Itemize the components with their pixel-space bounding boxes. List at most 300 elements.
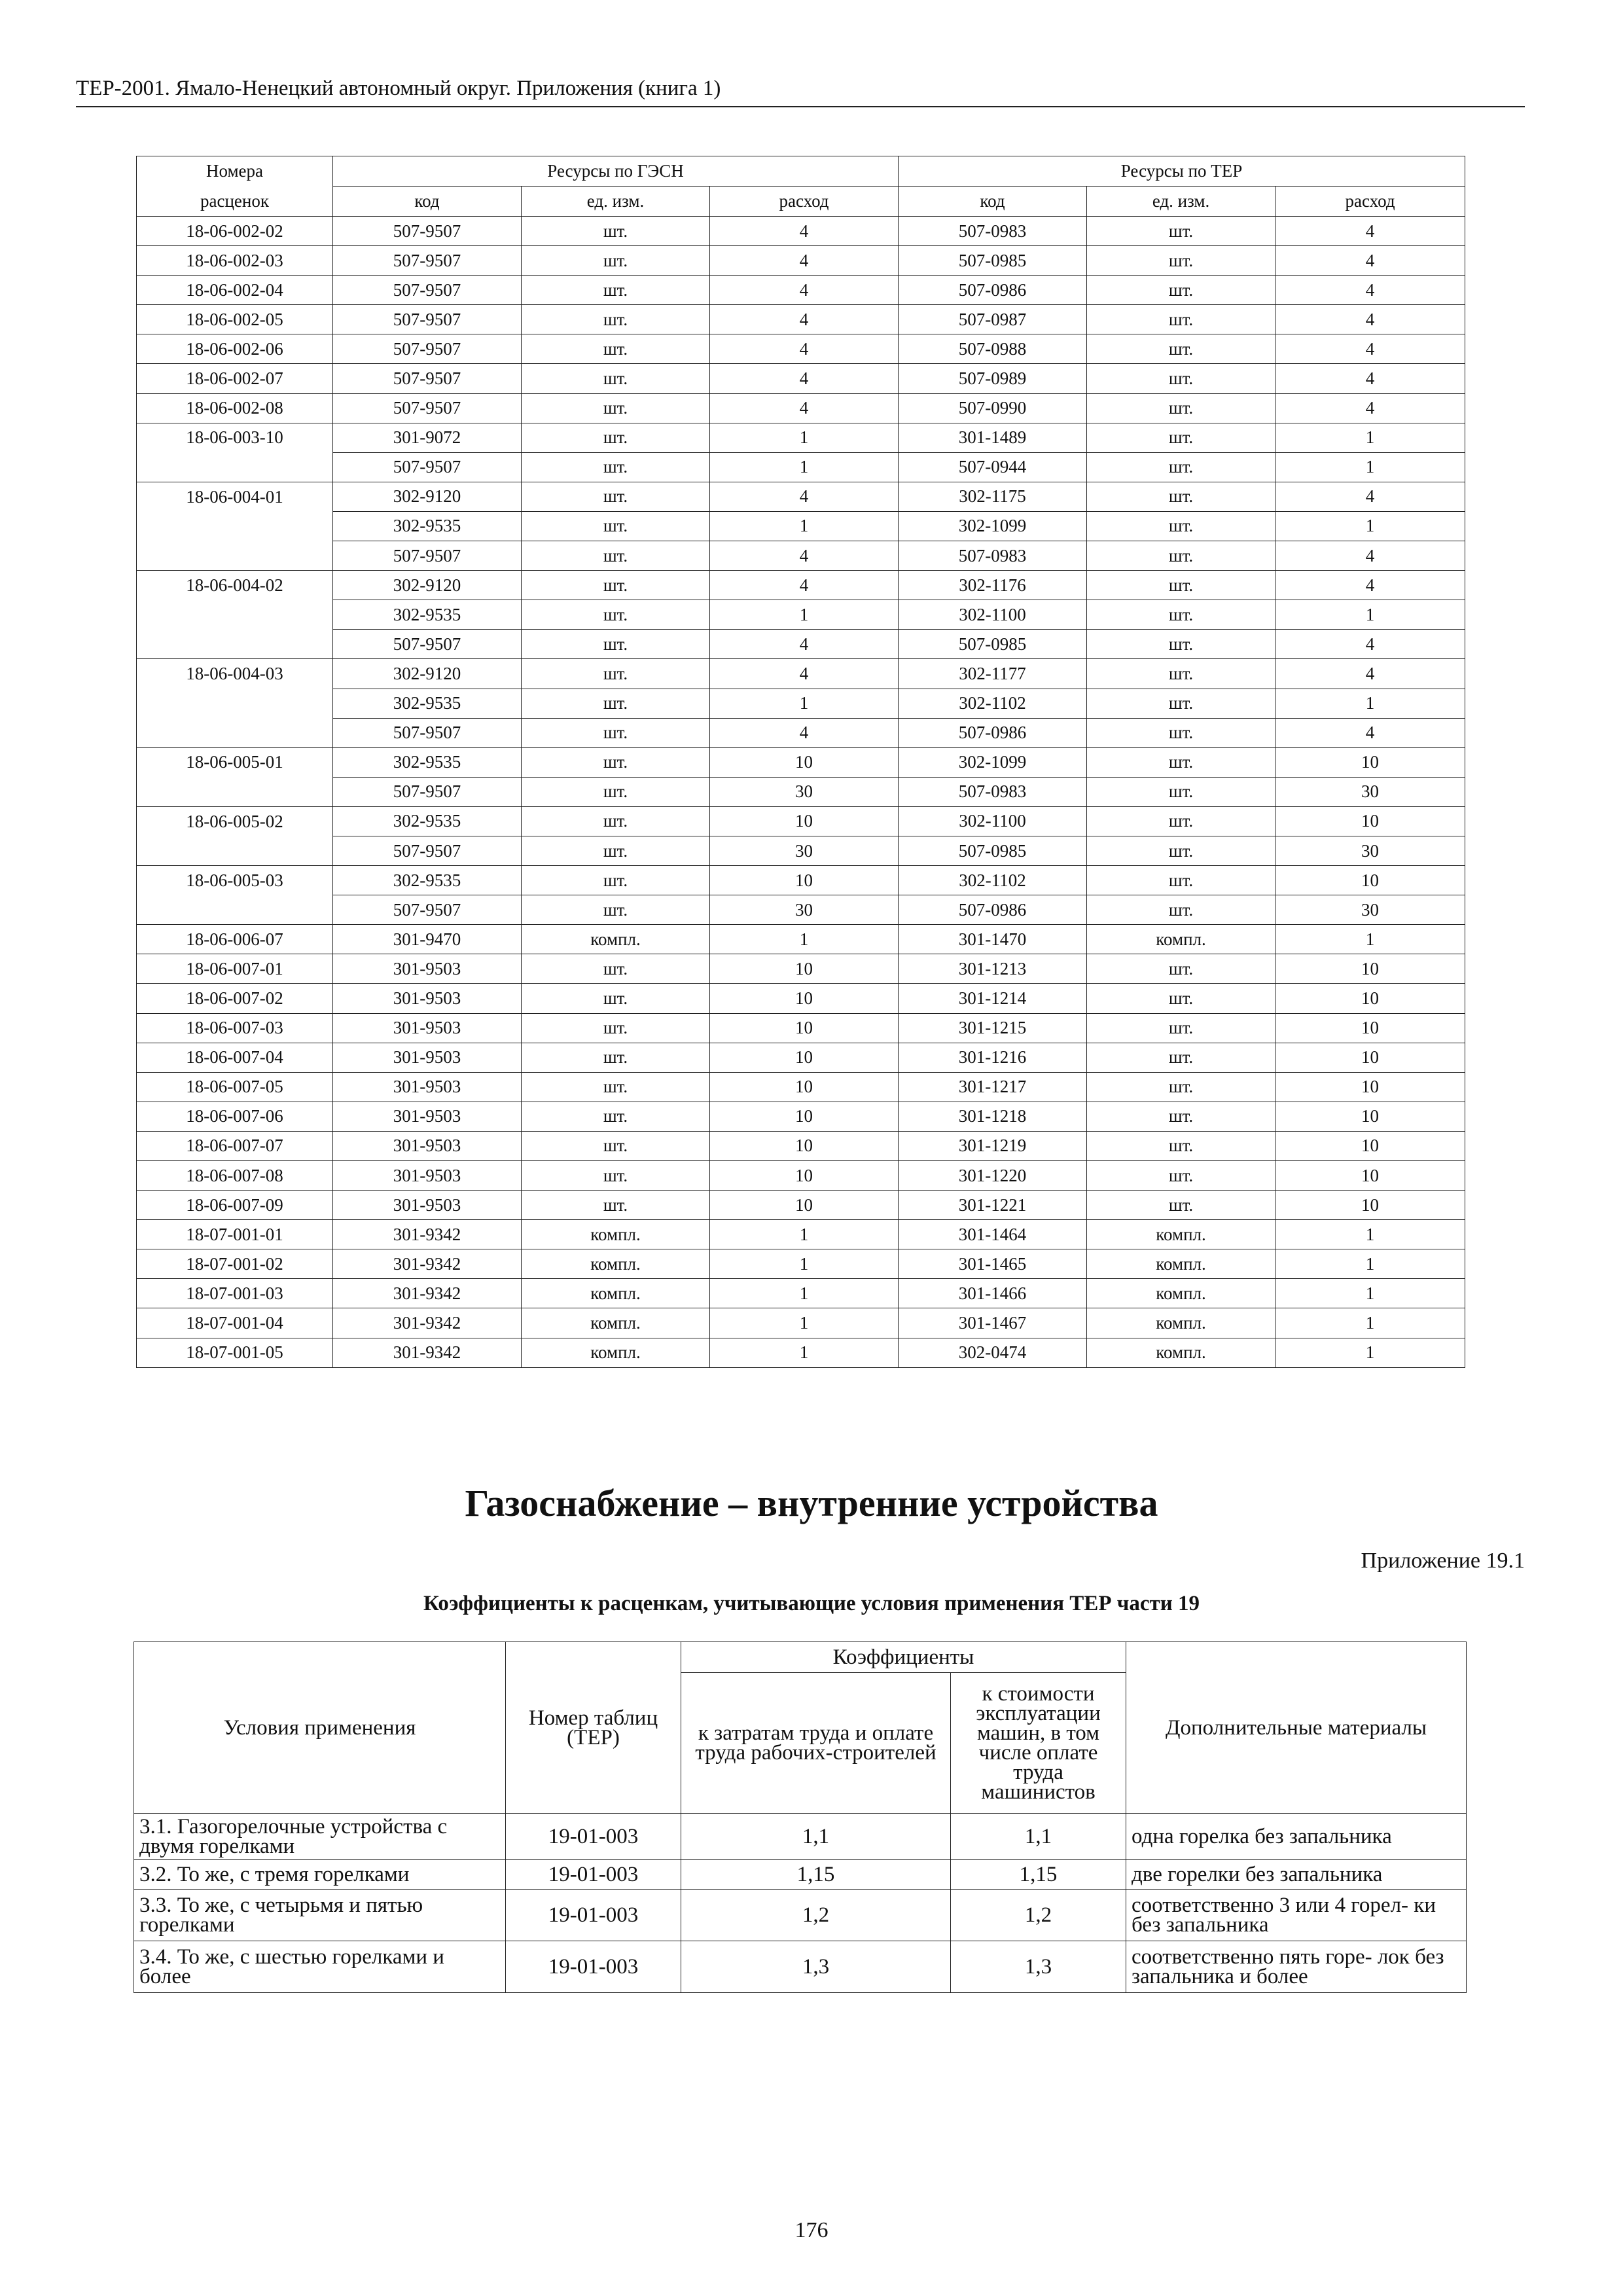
cell-ter-unit: шт. — [1087, 1013, 1275, 1043]
table-row — [137, 511, 1465, 541]
cell-rate: 18-07-001-05 — [137, 1338, 333, 1367]
cell-ter-unit: шт. — [1087, 1072, 1275, 1102]
table-row — [137, 482, 1465, 511]
cell-ter-code: 302-1102 — [899, 689, 1087, 718]
cell-gesn-unit: шт. — [522, 1131, 710, 1160]
cell-ter-qty: 4 — [1275, 364, 1465, 393]
cell-gesn-code: 507-9507 — [333, 836, 522, 865]
resource-table-body — [137, 217, 1465, 1368]
section-title: Газоснабжение – внутренние устройства — [465, 1482, 1158, 1524]
cell-ter-code: 507-0986 — [899, 276, 1087, 305]
cell-rate: 18-06-007-03 — [137, 1013, 333, 1043]
cell-gesn-qty: 1 — [710, 511, 899, 541]
table-row — [137, 305, 1465, 334]
cell-gesn-code: 301-9342 — [333, 1220, 522, 1249]
cell-gesn-qty: 10 — [710, 1013, 899, 1043]
cell-gesn-qty: 10 — [710, 1102, 899, 1131]
cell-gesn-code: 302-9120 — [333, 659, 522, 689]
cell-ter-qty: 10 — [1275, 1161, 1465, 1191]
table-row — [137, 334, 1465, 364]
cell-ter-qty: 10 — [1275, 806, 1465, 836]
cell-rate — [137, 541, 333, 571]
cell-ter-code: 301-1466 — [899, 1279, 1087, 1308]
table-row — [137, 364, 1465, 393]
cell-ter-code: 302-1175 — [899, 482, 1087, 511]
cell-ter-qty: 10 — [1275, 1072, 1465, 1102]
cell-ter-qty: 30 — [1275, 777, 1465, 806]
cell-ter-unit: шт. — [1087, 806, 1275, 836]
cell-ter-qty: 1 — [1275, 1279, 1465, 1308]
cell-rate: 18-06-002-02 — [137, 217, 333, 246]
table-row — [137, 954, 1465, 984]
cell-gesn-qty: 10 — [710, 1191, 899, 1220]
cell-ter-qty: 1 — [1275, 925, 1465, 954]
cell-labor-coefficient: 1,15 — [681, 1860, 951, 1890]
cell-ter-unit: шт. — [1087, 747, 1275, 777]
cell-gesn-code: 302-9535 — [333, 511, 522, 541]
cell-gesn-code: 301-9072 — [333, 423, 522, 452]
cell-gesn-unit: шт. — [522, 364, 710, 393]
cell-gesn-unit: шт. — [522, 1161, 710, 1191]
cell-gesn-unit: шт. — [522, 393, 710, 423]
cell-ter-unit: шт. — [1087, 276, 1275, 305]
cell-gesn-code: 302-9535 — [333, 866, 522, 895]
cell-ter-qty: 4 — [1275, 305, 1465, 334]
cell-gesn-code: 507-9507 — [333, 541, 522, 571]
cell-gesn-code: 507-9507 — [333, 276, 522, 305]
table-row — [137, 984, 1465, 1013]
cell-ter-qty: 10 — [1275, 866, 1465, 895]
cell-condition: 3.2. То же, с тремя горелками — [134, 1860, 506, 1890]
cell-ter-unit: шт. — [1087, 1102, 1275, 1131]
cell-ter-code: 301-1470 — [899, 925, 1087, 954]
header-table-number: Номер таблиц (ТЕР) — [506, 1642, 681, 1814]
header-conditions: Условия применения — [134, 1642, 506, 1814]
cell-gesn-code: 301-9503 — [333, 954, 522, 984]
cell-gesn-qty: 4 — [710, 305, 899, 334]
cell-additional-materials: соответственно 3 или 4 горел- ки без запальника — [1126, 1890, 1467, 1941]
cell-gesn-qty: 10 — [710, 954, 899, 984]
cell-gesn-qty: 4 — [710, 571, 899, 600]
cell-ter-qty: 10 — [1275, 954, 1465, 984]
cell-ter-code: 507-0990 — [899, 393, 1087, 423]
cell-gesn-qty: 4 — [710, 541, 899, 571]
cell-gesn-code: 301-9470 — [333, 925, 522, 954]
cell-ter-code: 301-1215 — [899, 1013, 1087, 1043]
cell-ter-code: 301-1465 — [899, 1249, 1087, 1279]
cell-ter-code: 302-1177 — [899, 659, 1087, 689]
cell-ter-code: 507-0987 — [899, 305, 1087, 334]
table-row — [137, 630, 1465, 659]
cell-gesn-qty: 1 — [710, 1338, 899, 1367]
header-rate-numbers: Номера — [137, 156, 333, 187]
cell-gesn-code: 301-9503 — [333, 1102, 522, 1131]
cell-gesn-unit: компл. — [522, 1249, 710, 1279]
cell-ter-qty: 1 — [1275, 423, 1465, 452]
cell-ter-qty: 10 — [1275, 1043, 1465, 1072]
header-ter-qty: расход — [1275, 187, 1465, 217]
cell-rate — [137, 689, 333, 718]
cell-additional-materials: одна горелка без запальника — [1126, 1814, 1467, 1860]
cell-gesn-unit: шт. — [522, 482, 710, 511]
cell-machines-coefficient: 1,3 — [951, 1941, 1126, 1993]
cell-ter-unit: шт. — [1087, 246, 1275, 276]
table-row — [137, 246, 1465, 276]
coefficients-title: Коэффициенты к расценкам, учитывающие условия применения ТЕР части 19 — [423, 1592, 1200, 1615]
cell-gesn-unit: компл. — [522, 1338, 710, 1367]
cell-ter-unit: шт. — [1087, 630, 1275, 659]
cell-ter-unit: шт. — [1087, 334, 1275, 364]
cell-ter-unit: шт. — [1087, 836, 1275, 865]
cell-rate: 18-07-001-02 — [137, 1249, 333, 1279]
cell-rate — [137, 836, 333, 865]
cell-rate: 18-06-004-02 — [137, 571, 333, 600]
cell-gesn-unit: шт. — [522, 246, 710, 276]
cell-ter-qty: 4 — [1275, 571, 1465, 600]
coef-header-row-1 — [134, 1642, 1467, 1673]
cell-ter-code: 301-1467 — [899, 1308, 1087, 1338]
cell-gesn-qty: 1 — [710, 689, 899, 718]
cell-ter-unit: шт. — [1087, 954, 1275, 984]
table-row — [137, 423, 1465, 452]
cell-gesn-code: 301-9503 — [333, 1043, 522, 1072]
cell-gesn-unit: шт. — [522, 866, 710, 895]
table-row — [137, 1338, 1465, 1367]
coefficients-table-body — [134, 1814, 1467, 1993]
cell-gesn-unit: шт. — [522, 984, 710, 1013]
cell-gesn-qty: 10 — [710, 806, 899, 836]
table-row — [137, 1161, 1465, 1191]
cell-ter-unit: шт. — [1087, 1191, 1275, 1220]
header-ter-code: код — [899, 187, 1087, 217]
cell-table-number: 19-01-003 — [506, 1814, 681, 1860]
header-rates: расценок — [137, 187, 333, 217]
cell-ter-code: 507-0985 — [899, 246, 1087, 276]
table-row — [137, 276, 1465, 305]
cell-gesn-unit: шт. — [522, 1191, 710, 1220]
cell-ter-unit: компл. — [1087, 925, 1275, 954]
header-gesn-unit: ед. изм. — [522, 187, 710, 217]
table-row — [137, 866, 1465, 895]
header-gesn-code: код — [333, 187, 522, 217]
cell-ter-qty: 1 — [1275, 511, 1465, 541]
cell-gesn-code: 507-9507 — [333, 630, 522, 659]
cell-condition: 3.3. То же, с четырьмя и пятью горелками — [134, 1890, 506, 1941]
appendix-label: Приложение 19.1 — [1361, 1549, 1525, 1573]
cell-labor-coefficient: 1,3 — [681, 1941, 951, 1993]
cell-rate — [137, 630, 333, 659]
cell-ter-qty: 4 — [1275, 541, 1465, 571]
cell-rate: 18-06-005-03 — [137, 866, 333, 895]
cell-gesn-qty: 30 — [710, 895, 899, 925]
resource-table-header-row-1 — [137, 156, 1465, 187]
cell-rate — [137, 600, 333, 630]
cell-ter-unit: шт. — [1087, 659, 1275, 689]
table-row — [137, 659, 1465, 689]
cell-rate: 18-06-002-03 — [137, 246, 333, 276]
cell-gesn-code: 507-9507 — [333, 718, 522, 747]
cell-gesn-unit: компл. — [522, 1279, 710, 1308]
header-gesn-resources: Ресурсы по ГЭСН — [333, 156, 899, 187]
cell-gesn-code: 302-9535 — [333, 689, 522, 718]
cell-ter-unit: шт. — [1087, 718, 1275, 747]
table-row — [134, 1860, 1467, 1890]
cell-ter-code: 302-1176 — [899, 571, 1087, 600]
cell-gesn-qty: 4 — [710, 393, 899, 423]
cell-ter-code: 507-0986 — [899, 718, 1087, 747]
resource-table — [136, 156, 1465, 1368]
cell-ter-code: 301-1219 — [899, 1131, 1087, 1160]
cell-ter-qty: 1 — [1275, 1308, 1465, 1338]
cell-gesn-qty: 1 — [710, 1249, 899, 1279]
cell-gesn-qty: 4 — [710, 246, 899, 276]
table-row — [134, 1814, 1467, 1860]
cell-gesn-qty: 4 — [710, 659, 899, 689]
cell-ter-unit: шт. — [1087, 423, 1275, 452]
cell-rate: 18-06-007-02 — [137, 984, 333, 1013]
cell-gesn-unit: компл. — [522, 1220, 710, 1249]
cell-ter-unit: шт. — [1087, 482, 1275, 511]
cell-gesn-code: 301-9503 — [333, 984, 522, 1013]
cell-gesn-unit: шт. — [522, 747, 710, 777]
cell-table-number: 19-01-003 — [506, 1941, 681, 1993]
cell-ter-unit: шт. — [1087, 600, 1275, 630]
table-row — [137, 895, 1465, 925]
cell-ter-unit: шт. — [1087, 511, 1275, 541]
header-gesn-qty: расход — [710, 187, 899, 217]
cell-rate — [137, 718, 333, 747]
cell-gesn-code: 507-9507 — [333, 364, 522, 393]
cell-gesn-code: 301-9342 — [333, 1249, 522, 1279]
cell-ter-qty: 4 — [1275, 246, 1465, 276]
header-coefficients: Коэффициенты — [681, 1642, 1126, 1673]
cell-gesn-qty: 1 — [710, 925, 899, 954]
cell-rate: 18-06-002-06 — [137, 334, 333, 364]
cell-gesn-unit: шт. — [522, 1102, 710, 1131]
cell-gesn-unit: шт. — [522, 1043, 710, 1072]
cell-gesn-unit: шт. — [522, 452, 710, 482]
cell-ter-code: 301-1464 — [899, 1220, 1087, 1249]
cell-ter-code: 507-0989 — [899, 364, 1087, 393]
cell-condition: 3.4. То же, с шестью горелками и более — [134, 1941, 506, 1993]
cell-gesn-qty: 10 — [710, 1161, 899, 1191]
cell-gesn-code: 507-9507 — [333, 217, 522, 246]
table-row — [137, 1131, 1465, 1160]
cell-rate: 18-06-002-08 — [137, 393, 333, 423]
cell-gesn-qty: 1 — [710, 1308, 899, 1338]
cell-gesn-qty: 1 — [710, 1220, 899, 1249]
cell-ter-code: 507-0983 — [899, 217, 1087, 246]
cell-ter-qty: 10 — [1275, 1131, 1465, 1160]
cell-gesn-unit: шт. — [522, 630, 710, 659]
cell-gesn-code: 302-9535 — [333, 600, 522, 630]
cell-gesn-qty: 4 — [710, 364, 899, 393]
table-row — [137, 925, 1465, 954]
header-ter-unit: ед. изм. — [1087, 187, 1275, 217]
cell-ter-code: 301-1213 — [899, 954, 1087, 984]
cell-ter-unit: компл. — [1087, 1220, 1275, 1249]
cell-ter-qty: 4 — [1275, 334, 1465, 364]
table-row — [137, 1249, 1465, 1279]
table-row — [134, 1941, 1467, 1993]
cell-gesn-code: 507-9507 — [333, 393, 522, 423]
table-row — [137, 806, 1465, 836]
cell-table-number: 19-01-003 — [506, 1860, 681, 1890]
cell-rate — [137, 452, 333, 482]
cell-gesn-qty: 1 — [710, 1279, 899, 1308]
header-additional-materials: Дополнительные материалы — [1126, 1642, 1467, 1814]
table-row — [137, 393, 1465, 423]
table-row — [137, 571, 1465, 600]
cell-gesn-qty: 4 — [710, 482, 899, 511]
cell-rate: 18-06-007-01 — [137, 954, 333, 984]
cell-ter-unit: шт. — [1087, 217, 1275, 246]
cell-gesn-unit: шт. — [522, 718, 710, 747]
cell-gesn-unit: шт. — [522, 571, 710, 600]
cell-additional-materials: соответственно пять горе- лок без запальника и более — [1126, 1941, 1467, 1993]
cell-gesn-qty: 10 — [710, 984, 899, 1013]
resource-table-header-row-2 — [137, 187, 1465, 217]
cell-rate: 18-06-005-01 — [137, 747, 333, 777]
cell-ter-unit: шт. — [1087, 689, 1275, 718]
cell-gesn-code: 301-9503 — [333, 1072, 522, 1102]
cell-gesn-qty: 4 — [710, 276, 899, 305]
cell-machines-coefficient: 1,15 — [951, 1860, 1126, 1890]
cell-ter-unit: шт. — [1087, 364, 1275, 393]
cell-ter-code: 507-0985 — [899, 630, 1087, 659]
table-row — [137, 1279, 1465, 1308]
cell-gesn-unit: шт. — [522, 600, 710, 630]
cell-rate: 18-06-003-10 — [137, 423, 333, 452]
cell-gesn-unit: шт. — [522, 806, 710, 836]
table-row — [137, 777, 1465, 806]
cell-ter-code: 302-1099 — [899, 747, 1087, 777]
cell-ter-unit: шт. — [1087, 866, 1275, 895]
cell-rate: 18-07-001-04 — [137, 1308, 333, 1338]
cell-rate — [137, 895, 333, 925]
cell-ter-unit: компл. — [1087, 1249, 1275, 1279]
cell-ter-code: 507-0983 — [899, 777, 1087, 806]
header-title: ТЕР-2001. Ямало-Ненецкий автономный округ. Приложения (книга 1) — [76, 77, 721, 100]
cell-table-number: 19-01-003 — [506, 1890, 681, 1941]
table-row — [137, 1072, 1465, 1102]
table-row — [134, 1890, 1467, 1941]
cell-ter-qty: 1 — [1275, 1338, 1465, 1367]
cell-gesn-qty: 10 — [710, 1043, 899, 1072]
cell-rate: 18-07-001-03 — [137, 1279, 333, 1308]
cell-gesn-code: 507-9507 — [333, 452, 522, 482]
cell-rate: 18-06-007-08 — [137, 1161, 333, 1191]
cell-ter-code: 301-1216 — [899, 1043, 1087, 1072]
cell-rate: 18-06-004-03 — [137, 659, 333, 689]
cell-labor-coefficient: 1,2 — [681, 1890, 951, 1941]
cell-ter-unit: шт. — [1087, 1043, 1275, 1072]
cell-gesn-code: 507-9507 — [333, 246, 522, 276]
cell-ter-code: 507-0988 — [899, 334, 1087, 364]
cell-additional-materials: две горелки без запальника — [1126, 1860, 1467, 1890]
cell-rate: 18-06-007-04 — [137, 1043, 333, 1072]
cell-machines-coefficient: 1,2 — [951, 1890, 1126, 1941]
cell-ter-code: 302-0474 — [899, 1338, 1087, 1367]
cell-rate: 18-06-007-07 — [137, 1131, 333, 1160]
cell-ter-code: 301-1218 — [899, 1102, 1087, 1131]
cell-ter-code: 301-1214 — [899, 984, 1087, 1013]
table-row — [137, 1013, 1465, 1043]
cell-ter-code: 507-0985 — [899, 836, 1087, 865]
cell-gesn-unit: шт. — [522, 1072, 710, 1102]
cell-ter-qty: 1 — [1275, 689, 1465, 718]
table-row — [137, 1308, 1465, 1338]
table-row — [137, 1102, 1465, 1131]
cell-gesn-qty: 1 — [710, 452, 899, 482]
cell-gesn-qty: 4 — [710, 630, 899, 659]
cell-gesn-qty: 1 — [710, 600, 899, 630]
cell-gesn-code: 301-9503 — [333, 1191, 522, 1220]
cell-gesn-code: 302-9535 — [333, 747, 522, 777]
cell-ter-unit: шт. — [1087, 1161, 1275, 1191]
cell-ter-code: 507-0983 — [899, 541, 1087, 571]
cell-gesn-code: 507-9507 — [333, 777, 522, 806]
cell-rate: 18-06-002-07 — [137, 364, 333, 393]
cell-gesn-unit: шт. — [522, 217, 710, 246]
cell-gesn-unit: шт. — [522, 836, 710, 865]
cell-ter-qty: 4 — [1275, 393, 1465, 423]
cell-gesn-unit: шт. — [522, 334, 710, 364]
cell-gesn-qty: 10 — [710, 1131, 899, 1160]
cell-ter-qty: 10 — [1275, 984, 1465, 1013]
cell-gesn-code: 507-9507 — [333, 334, 522, 364]
cell-ter-code: 302-1100 — [899, 600, 1087, 630]
cell-gesn-code: 301-9342 — [333, 1308, 522, 1338]
table-row — [137, 1043, 1465, 1072]
cell-gesn-qty: 30 — [710, 836, 899, 865]
cell-gesn-qty: 10 — [710, 866, 899, 895]
cell-rate — [137, 777, 333, 806]
header-ter-resources: Ресурсы по ТЕР — [899, 156, 1465, 187]
cell-ter-qty: 4 — [1275, 276, 1465, 305]
cell-ter-unit: компл. — [1087, 1338, 1275, 1367]
cell-gesn-qty: 10 — [710, 1072, 899, 1102]
cell-ter-unit: шт. — [1087, 984, 1275, 1013]
cell-ter-code: 301-1221 — [899, 1191, 1087, 1220]
cell-gesn-qty: 30 — [710, 777, 899, 806]
cell-ter-qty: 10 — [1275, 1102, 1465, 1131]
cell-rate: 18-07-001-01 — [137, 1220, 333, 1249]
cell-ter-unit: шт. — [1087, 305, 1275, 334]
cell-ter-qty: 4 — [1275, 482, 1465, 511]
cell-ter-qty: 1 — [1275, 1249, 1465, 1279]
cell-gesn-code: 302-9120 — [333, 571, 522, 600]
cell-rate: 18-06-006-07 — [137, 925, 333, 954]
cell-rate — [137, 511, 333, 541]
cell-gesn-unit: шт. — [522, 689, 710, 718]
cell-ter-unit: шт. — [1087, 895, 1275, 925]
cell-rate: 18-06-007-06 — [137, 1102, 333, 1131]
cell-ter-code: 302-1102 — [899, 866, 1087, 895]
cell-gesn-unit: шт. — [522, 423, 710, 452]
cell-ter-code: 507-0986 — [899, 895, 1087, 925]
cell-gesn-unit: шт. — [522, 305, 710, 334]
cell-rate: 18-06-002-05 — [137, 305, 333, 334]
cell-condition: 3.1. Газогорелочные устройства с двумя горелками — [134, 1814, 506, 1860]
cell-ter-unit: компл. — [1087, 1308, 1275, 1338]
cell-gesn-unit: шт. — [522, 659, 710, 689]
cell-ter-qty: 1 — [1275, 452, 1465, 482]
cell-ter-unit: шт. — [1087, 777, 1275, 806]
cell-gesn-unit: шт. — [522, 895, 710, 925]
cell-ter-unit: шт. — [1087, 393, 1275, 423]
cell-rate: 18-06-007-09 — [137, 1191, 333, 1220]
